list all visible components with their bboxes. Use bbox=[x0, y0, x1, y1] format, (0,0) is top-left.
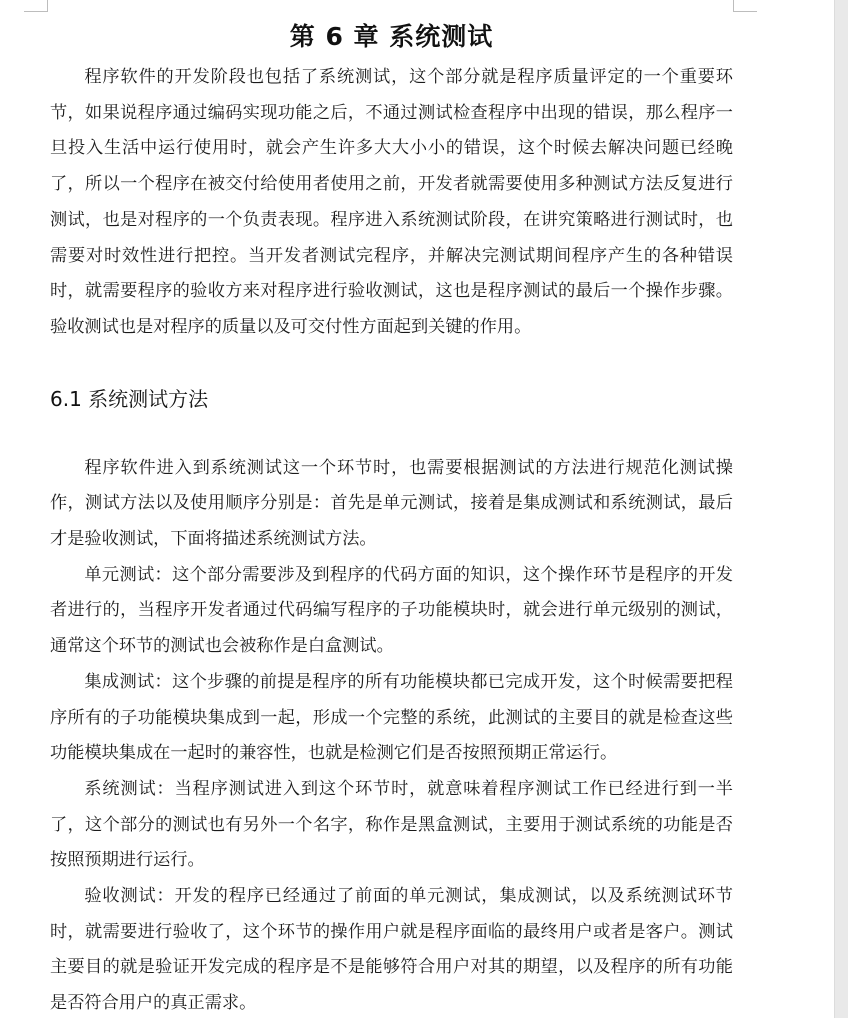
section-heading: 6.1 系统测试方法 bbox=[50, 386, 209, 411]
paragraph-acceptance-test: 验收测试：开发的程序已经通过了前面的单元测试，集成测试，以及系统测试环节时，就需要进行验收了，这个环节的操作用户就是程序面临的最终用户或者是客户。测试主要目的就是验证开发完成的程序是不是能够符合用户对其的期望，以及程序的所有功能是否符合用户的真正需求。 bbox=[50, 886, 733, 1014]
intro-paragraph: 程序软件的开发阶段也包括了系统测试，这个部分就是程序质量评定的一个重要环节，如果说程序通过编码实现功能之后，不通过测试检查程序中出现的错误，那么程序一旦投入生活中运行使用时，就会产生许多大大小小的错误，这个时候去解决问题已经晚了，所以一个程序在被交付给使用者使用之前，开发者就需要使用多种测试方法反复进行测试，也是对程序的一个负责表现。程序进入系统测试阶段，在讲究策略进行测试时，也需要对时效性进行把控。当开发者测试完程序，并解决完测试期间程序产生的各种错误时，就需要程序的验收方来对程序进行验收测试，这也是程序测试的最后一个操作步骤。验收测试也是对程序的质量以及可交付性方面起到关键的作用。 bbox=[50, 67, 733, 337]
page-margin-marker-left bbox=[24, 0, 48, 12]
paragraph-unit-test: 单元测试：这个部分需要涉及到程序的代码方面的知识，这个操作环节是程序的开发者进行的，当程序开发者通过代码编写程序的子功能模块时，就会进行单元级别的测试，通常这个环节的测试也会被称作是白盒测试。 bbox=[50, 564, 733, 657]
paragraph-integration-test: 集成测试：这个步骤的前提是程序的所有功能模块都已完成开发，这个时候需要把程序所有的子功能模块集成到一起，形成一个完整的系统，此测试的主要目的就是检查这些功能模块集成在一起时的兼容性，也就是检测它们是否按照预期正常运行。 bbox=[50, 671, 733, 764]
vertical-scrollbar[interactable] bbox=[834, 0, 848, 1018]
page-margin-marker-right bbox=[733, 0, 757, 12]
paragraph-system-test: 系统测试：当程序测试进入到这个环节时，就意味着程序测试工作已经进行到一半了，这个部分的测试也有另外一个名字，称作是黑盒测试，主要用于测试系统的功能是否按照预期进行运行。 bbox=[50, 778, 733, 871]
paragraph-methods-intro: 程序软件进入到系统测试这一个环节时，也需要根据测试的方法进行规范化测试操作，测试方法以及使用顺序分别是：首先是单元测试，接着是集成测试和系统测试，最后才是验收测试，下面将描述系统测试方法。 bbox=[50, 457, 733, 550]
document-body[interactable] bbox=[50, 14, 733, 1018]
chapter-title: 第 6 章 系统测试 bbox=[289, 22, 494, 51]
